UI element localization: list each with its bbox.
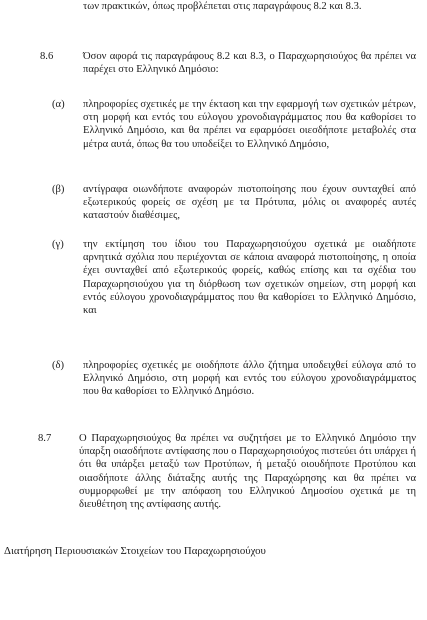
item-marker-b: (β) <box>52 184 65 195</box>
item-a-text: πληροφορίες σχετικές με την έκταση και την εφαρμογή των σχετικών μέτρων, στη μορφή και εντός του εύλογου χρονοδιαγράμματος που θα καθορίσει το Ελληνικό Δημόσιο, και θα πρέπει να εφαρμόσει οιεσδήποτε μεταβολές στα μέτρα αυτά, όπως θα του υποδείξει το Ελληνικό Δημόσιο, <box>83 99 416 150</box>
item-c-text: την εκτίμηση του ίδιου του Παραχωρησιούχου σχετικά με οιαδήποτε αρνητικά σχόλια που περιέχονται σε κάποια αναφορά πιστοποίησης, η οποία έχει συνταχθεί από εξωτερικούς φορείς, καθώς επίσης και τα σχέδια του Παραχωρησιούχου για τη διόρθωση των σχετικών σημείων, στη μορφή και εντός εύλογου χρονοδιαγράμματος που θα καθορίσει το Ελληνικό Δημόσιο, και <box>83 239 416 317</box>
intro-paragraph: των πρακτικών, όπως προβλέπεται στις παραγράφους 8.2 και 8.3. <box>83 1 362 12</box>
section-8-6-paragraph: Όσον αφορά τις παραγράφους 8.2 και 8.3, ο Παραχωρησιούχος θα πρέπει να παρέχει στο Ελληνικό Δημόσιο: <box>83 51 416 76</box>
section-8-7-paragraph: Ο Παραχωρησιούχος θα πρέπει να συζητήσει με το Ελληνικό Δημόσιο την ύπαρξη οιασδήποτε αντίφασης που ο Παραχωρησιούχος πιστεύει ότι υπάρχει ή ότι θα υπάρξει μεταξύ των Προτύπων, ή μεταξύ οιουδήποτε Προτύπου και οιασδήποτε άλλης διάταξης αυτής της Παραχώρησης και θα πρέπει να συμμορφωθεί με την απόφαση του Ελληνικού Δημοσίου σχετικά με τη διευθέτηση της αντίφασης αυτής. <box>79 433 416 511</box>
item-d-text: πληροφορίες σχετικές με οιοδήποτε άλλο ζήτημα υποδειχθεί εύλογα από το Ελληνικό Δημόσιο, στη μορφή και εντός του εύλογου χρονοδιαγράμματος που θα καθορίσει το Ελληνικό Δημόσιο. <box>83 360 416 398</box>
section-number-8-6: 8.6 <box>40 51 54 62</box>
section-heading-footer: Διατήρηση Περιουσιακών Στοιχείων του Παραχωρησιούχου <box>4 545 266 557</box>
item-marker-d: (δ) <box>52 360 65 371</box>
item-marker-c: (γ) <box>52 239 64 250</box>
item-marker-a: (α) <box>52 99 65 110</box>
section-number-8-7: 8.7 <box>38 433 52 444</box>
item-b-text: αντίγραφα οιωνδήποτε αναφορών πιστοποίησης που έχουν συνταχθεί από εξωτερικούς φορείς σε σχέση με τα Πρότυπα, μόλις οι αναφορές αυτές καταστούν διαθέσιμες, <box>83 184 416 222</box>
